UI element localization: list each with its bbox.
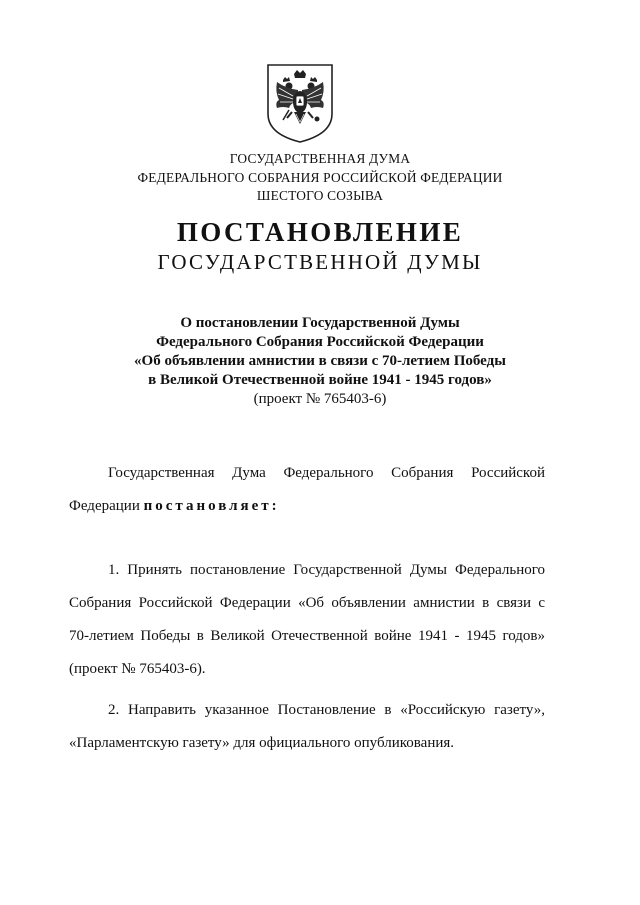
item-2-paragraph (69, 701, 545, 720)
item-1-line-1: 1. Принять постановление Государственной Думы Федерального (108, 562, 545, 578)
document-subject (0, 314, 640, 409)
preamble-line-1: Государственная Дума Федерального Собрания Российской (108, 465, 545, 481)
item-2-line-2: «Парламентскую газету» для официального опубликования. (69, 735, 455, 751)
document-type-title: ПОСТАНОВЛЕНИЕ (176, 217, 464, 247)
item-1-paragraph (69, 561, 545, 580)
item-1-line-4-wrap (69, 660, 545, 679)
item-2-line-1: 2. Направить указанное Постановление в «Российскую газету», (108, 702, 545, 718)
item-1-line-3-wrap (69, 627, 545, 646)
header-line-3: ШЕСТОГО СОЗЫВА (256, 188, 384, 203)
subject-line-1: О постановлении Государственной Думы (180, 315, 460, 331)
header-line-1: ГОСУДАРСТВЕННАЯ ДУМА (229, 151, 411, 166)
preamble-verb: постановляет: (143, 498, 280, 514)
item-1-line-4: (проект № 765403-6). (69, 661, 206, 677)
document-issuer-title: ГОСУДАРСТВЕННОЙ ДУМЫ (157, 250, 483, 274)
preamble-paragraph-line-2 (69, 497, 545, 516)
header-line-2: ФЕДЕРАЛЬНОГО СОБРАНИЯ РОССИЙСКОЙ ФЕДЕРАЦИИ (137, 169, 503, 185)
project-number: (проект № 765403-6) (253, 391, 387, 407)
subject-line-4: в Великой Отечественной войне 1941 - 1945 годов» (148, 372, 492, 388)
coat-of-arms-icon (265, 62, 335, 144)
item-2-line-2-wrap (69, 734, 545, 753)
subject-line-2: Федерального Собрания Российской Федерации (156, 334, 484, 350)
subject-line-3: «Об объявлении амнистии в связи с 70-летием Победы (134, 353, 506, 369)
item-1-line-2: Собрания Российской Федерации «Об объявлении амнистии в связи с (69, 595, 545, 611)
preamble-prefix: Федерации (69, 498, 140, 514)
item-1-line-3: 70-летием Победы в Великой Отечественной войне 1941 - 1945 годов» (69, 628, 545, 644)
preamble-paragraph (69, 464, 545, 483)
issuing-body-header (0, 150, 640, 206)
item-1-line-2-wrap (69, 594, 545, 613)
